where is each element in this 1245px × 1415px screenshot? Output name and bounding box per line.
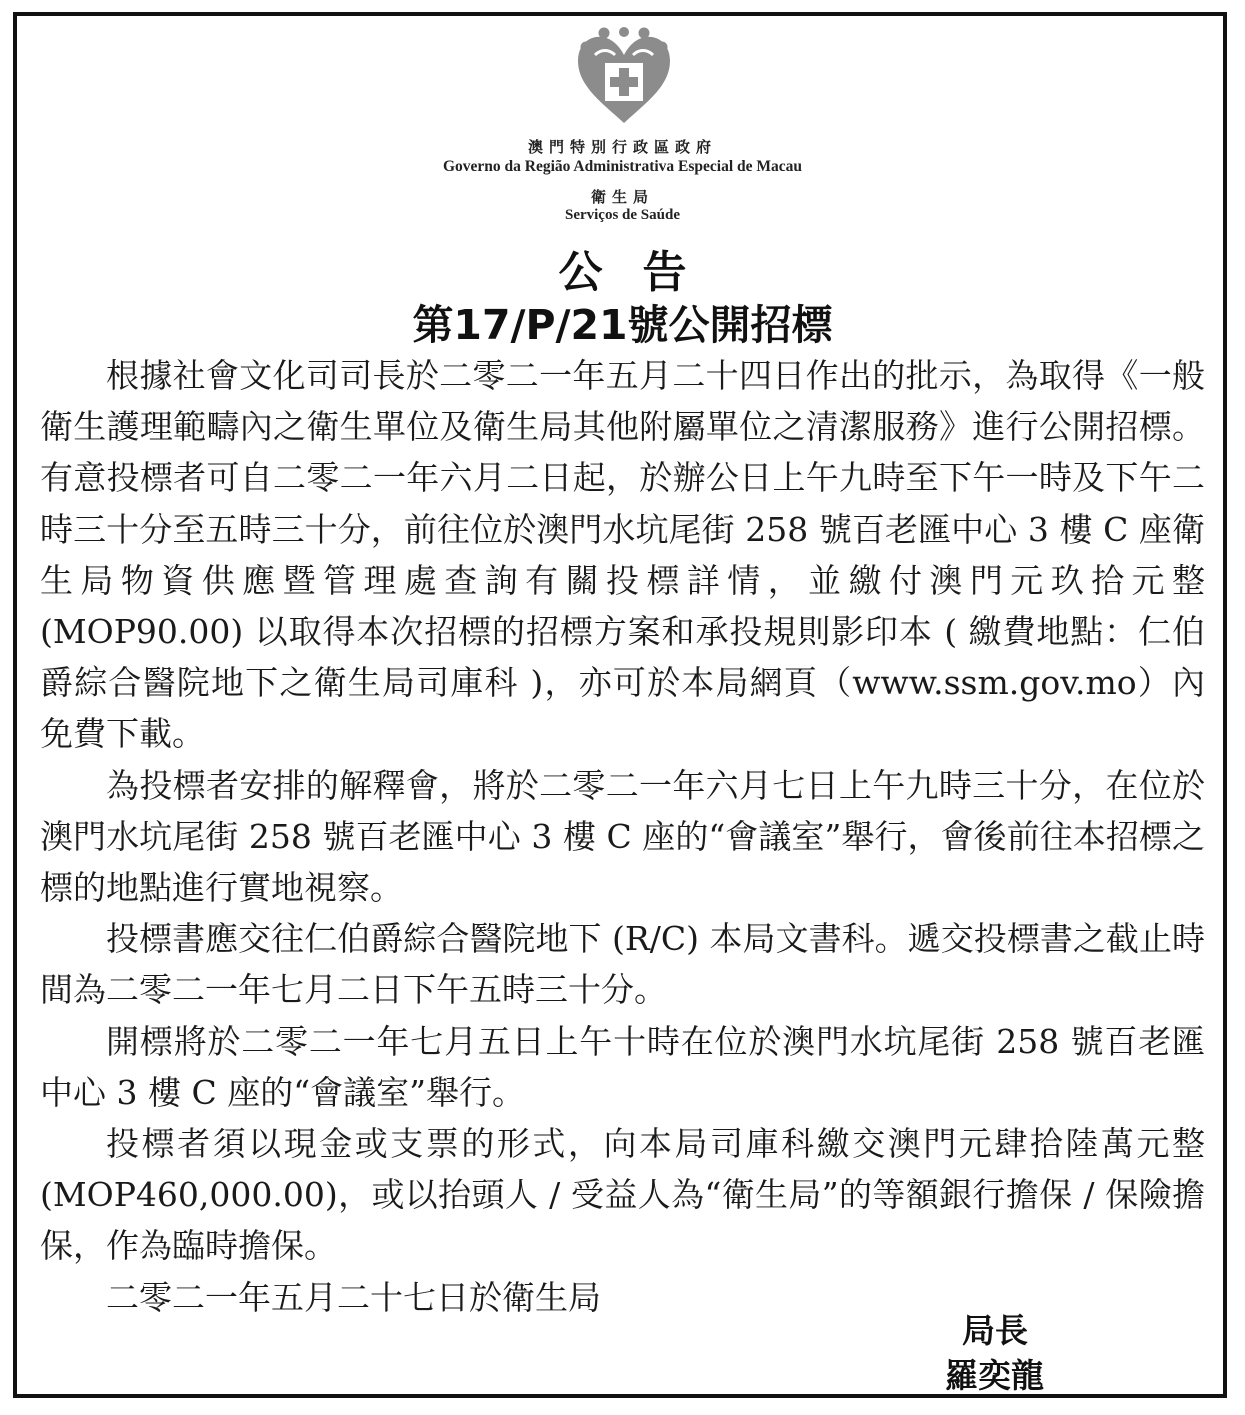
department-name-chinese: 衛生局 (590, 190, 654, 206)
paragraph-briefing-session: 為投標者安排的解釋會，將於二零二一年六月七日上午九時三十分，在位於澳門水坑尾街 258 號百老匯中心 3 樓 C 座的“會議室”舉行，會後前往本招標之標的地點進行實地視察。 (40, 765, 1205, 908)
notice-title: 公告 (558, 247, 727, 298)
government-name-portuguese: Governo da Região Administrativa Especial de Macau (442, 158, 803, 175)
paragraph-submission-deadline: 投標書應交往仁伯爵綜合醫院地下 (R/C) 本局文書科。遞交投標書之截止時間為二零二一年七月二日下午五時三十分。 (40, 919, 1205, 1010)
signature-name: 羅奕龍 (945, 1356, 1044, 1395)
paragraph-date-place: 二零二一年五月二十七日於衛生局 (106, 1277, 601, 1317)
paragraph-opening-of-tenders: 開標將於二零二一年七月五日上午十時在位於澳門水坑尾街 258 號百老匯中心 3 樓 C 座的“會議室”舉行。 (40, 1021, 1205, 1112)
signature-position: 局長 (962, 1311, 1028, 1350)
health-services-logo-icon (575, 25, 673, 125)
paragraph-tender-details: 根據社會文化司司長於二零二一年五月二十四日作出的批示，為取得《一般衛生護理範疇內之衛生單位及衛生局其他附屬單位之清潔服務》進行公開招標。有意投標者可自二零二一年六月二日起，於辦公日上午九時至下午一時及下午二時三十分至五時三十分，前往位於澳門水坑尾街 258 號百老匯中心 3 樓 C 座衛生局物資供應暨管理處查詢有關投標詳情，並繳付澳門元玖拾元整 (MOP90.00) 以取得本次招標的招標方案和承投規則影印本 ( 繳費地點：仁伯爵綜合醫院地下之衛生局司庫科 )，亦可於本局網頁（www.ssm.gov.mo）內免費下載。 (40, 356, 1205, 754)
government-name-chinese: 澳門特別行政區政府 (527, 140, 717, 156)
department-name-portuguese: Serviços de Saúde (564, 207, 680, 223)
tender-number-title: 第17/P/21號公開招標 (412, 301, 833, 349)
paragraph-provisional-guarantee: 投標者須以現金或支票的形式，向本局司庫科繳交澳門元肆拾陸萬元整 (MOP460,000.00)，或以抬頭人 / 受益人為“衛生局”的等額銀行擔保 / 保險擔保，作為臨時擔保。 (40, 1124, 1205, 1266)
notice-body (40, 350, 1205, 1323)
